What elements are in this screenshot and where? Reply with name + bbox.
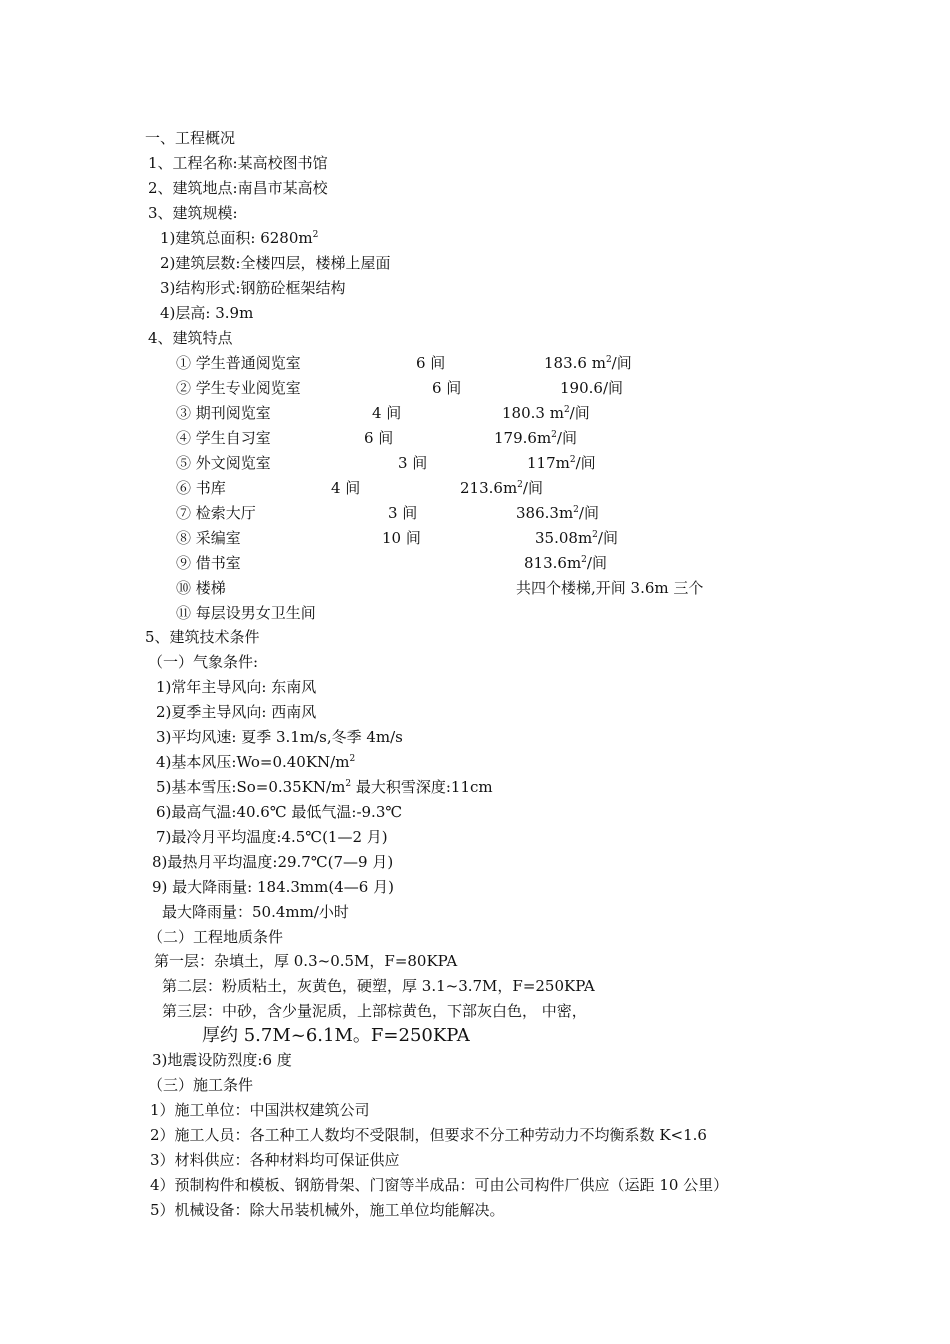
building-features-heading: 4、建筑特点 bbox=[148, 329, 233, 347]
room-row: ⑤ 外文阅览室 3 间 $117m^2/$间 bbox=[176, 454, 596, 472]
climate-line: 6)最高气温:40.6℃ 最低气温:-9.3℃ bbox=[156, 803, 403, 821]
construction-item: 2）施工人员：各工种工人数均不受限制，但要求不分工种劳动力不均衡系数 K<1.6 bbox=[150, 1126, 707, 1144]
climate-line: 5)基本雪压$:So=0.35KN/m^2$ 最大积雪深度:11cm bbox=[156, 778, 493, 796]
project-name: 1、工程名称:某高校图书馆 bbox=[148, 154, 328, 172]
room-row: ⑦ 检索大厅 3 间 $386.3m^2/$间 bbox=[176, 504, 599, 522]
floor-count: 2)建筑层数:全楼四层，楼梯上屋面 bbox=[160, 254, 391, 272]
climate-line: 3)平均风速: 夏季 3.1m/s,冬季 4m/s bbox=[156, 728, 403, 746]
climate-line: 4)基本风压$:Wo=0.40KN/m^2$ bbox=[156, 753, 356, 771]
geology-layer: 第二层：粉质粘土，灰黄色，硬塑，厚 3.1~3.7M，F=250KPA bbox=[162, 977, 595, 995]
geology-heading: （二）工程地质条件 bbox=[148, 928, 284, 946]
section-heading: 5、建筑技术条件 bbox=[145, 628, 260, 646]
climate-line: 1)常年主导风向: 东南风 bbox=[156, 678, 317, 696]
climate-line: 9) 最大降雨量: 184.3mm(4—6 月) bbox=[152, 878, 394, 896]
climate-line: 8)最热月平均温度:29.7℃(7—9 月) bbox=[152, 853, 394, 871]
room-row: ① 学生普通阅览室 6 间 183.6 $m^2/$间 bbox=[176, 354, 632, 372]
room-row: ④ 学生自习室 6 间 $179.6m^2/$间 bbox=[176, 429, 577, 447]
construction-item: 4）预制构件和模板、钢筋骨架、门窗等半成品：可由公司构件厂供应（运距 10 公里） bbox=[150, 1176, 729, 1194]
construction-heading: （三）施工条件 bbox=[148, 1076, 254, 1094]
room-row: ⑨ 借书室 $813.6m^2/$间 bbox=[176, 554, 607, 572]
room-row: ⑩ 楼梯 共四个楼梯,开间 3.6m 三个 bbox=[176, 579, 704, 597]
construction-item: 1）施工单位：中国洪权建筑公司 bbox=[150, 1101, 370, 1119]
geology-layer: 第三层：中砂，含少量泥质，上部棕黄色，下部灰白色， 中密， bbox=[162, 1002, 587, 1020]
floor-height: 4)层高: 3.9m bbox=[160, 304, 254, 322]
seismic-intensity: 3)地震设防烈度:6 度 bbox=[152, 1051, 292, 1069]
room-row: ⑥ 书库 4 间 $213.6m^2/$间 bbox=[176, 479, 543, 497]
project-scale-heading: 3、建筑规模: bbox=[148, 204, 238, 222]
room-row: ⑪ 每层设男女卫生间 bbox=[176, 604, 316, 622]
structure-type: 3)结构形式:钢筋砼框架结构 bbox=[160, 279, 346, 297]
climate-line: 最大降雨量：50.4mm/小时 bbox=[162, 903, 349, 921]
section-heading: 一、工程概况 bbox=[145, 129, 236, 147]
construction-item: 5）机械设备：除大吊装机械外，施工单位均能解决。 bbox=[150, 1201, 505, 1219]
project-location: 2、建筑地点:南昌市某高校 bbox=[148, 179, 328, 197]
construction-item: 3）材料供应：各种材料均可保证供应 bbox=[150, 1151, 400, 1169]
room-row: ② 学生专业阅览室 6 间 190.6/间 bbox=[176, 379, 623, 397]
climate-line: 2)夏季主导风向: 西南风 bbox=[156, 703, 317, 721]
climate-heading: （一）气象条件: bbox=[148, 653, 259, 671]
room-row: ⑧ 采编室 10 间 $35.08m^2/$间 bbox=[176, 529, 618, 547]
total-area: 1)建筑总面积: $6280m^2$ bbox=[160, 229, 319, 247]
geology-layer-thickness: 厚约 5.7M~6.1M。F=250KPA bbox=[202, 1025, 470, 1046]
geology-layer: 第一层：杂填土，厚 0.3~0.5M，F=80KPA bbox=[154, 952, 458, 970]
climate-line: 7)最冷月平均温度:4.5℃(1—2 月) bbox=[156, 828, 388, 846]
room-row: ③ 期刊阅览室 4 间 180.3 $m^2/$间 bbox=[176, 404, 590, 422]
